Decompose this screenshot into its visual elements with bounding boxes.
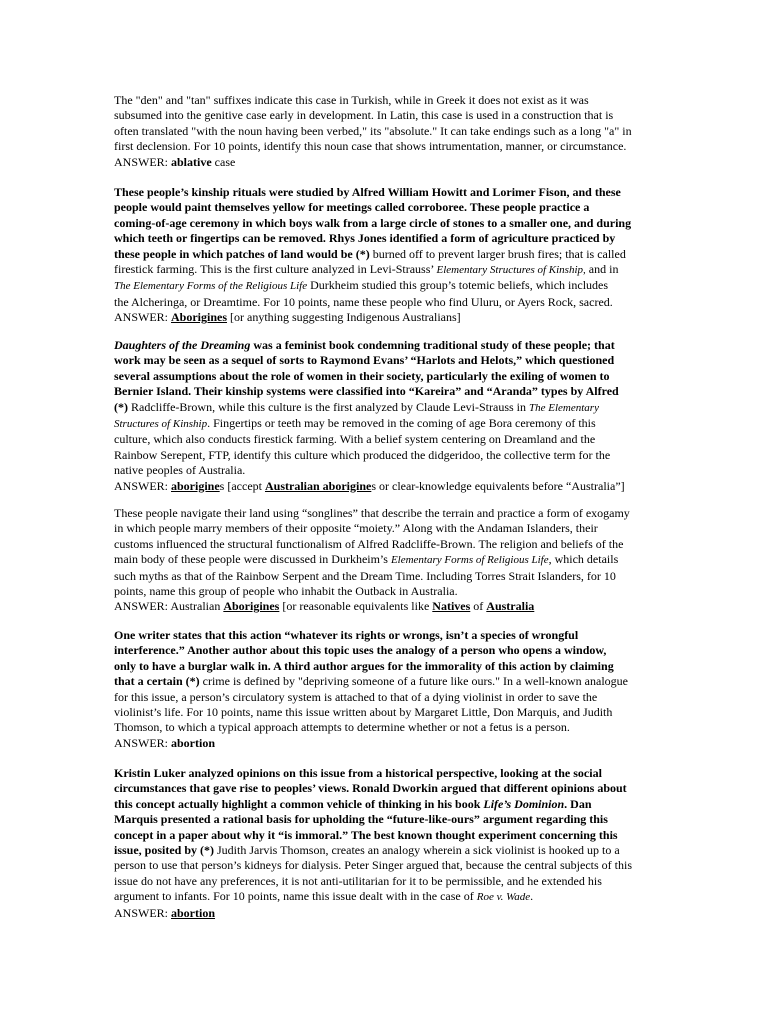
question-text-line	[114, 659, 662, 674]
question-text-line	[114, 278, 662, 294]
text-run: subsumed into the genitive case early in development. In Latin, this case is used in a construction that is	[114, 108, 614, 123]
question-songlines	[114, 506, 662, 615]
text-run: Judith Jarvis Thomson, creates an analogy wherein a sick violinist is hooked up to a	[214, 843, 620, 858]
italic-title: The Elementary Forms of the Religious Life	[114, 280, 308, 293]
text-run: customs influenced the structural functionalism of Alfred Radcliffe-Brown. The religion and beliefs of the	[114, 536, 624, 551]
question-text-line	[114, 858, 662, 873]
question-text-line	[114, 400, 662, 416]
answer-term: aborigine	[171, 478, 220, 493]
bold-text-run: several assumptions about the role of women in their society, particularly the exiling of women to	[114, 368, 610, 383]
text-run: in which people marry members of their opposite “moiety.” Along with the Andaman Islanders, their	[114, 521, 598, 536]
question-text-line	[114, 537, 662, 552]
question-ablative	[114, 93, 662, 170]
bold-text-run: was a feminist book condemning traditional study of these people; that	[250, 338, 615, 352]
answer-term: Australia	[486, 599, 535, 614]
text-run: firestick farming. This is the first culture analyzed in Levi-Strauss’	[114, 262, 437, 277]
question-text-line	[114, 124, 662, 139]
text-run: first declension. For 10 points, identify this noun case that shows intrumentation, manner, or circumstance.	[114, 139, 627, 154]
question-text-line	[114, 139, 662, 154]
text-run: ANSWER:	[114, 154, 171, 169]
italic-title: Structures of Kinship	[114, 418, 208, 431]
question-text-line	[114, 262, 662, 278]
text-run: Radcliffe-Brown, while this culture is the first analyzed by Claude Levi-Strauss in	[128, 399, 530, 414]
question-text-line	[114, 552, 662, 568]
answer-term: Australian aborigine	[264, 478, 372, 493]
question-text-line	[114, 569, 662, 584]
question-abortion-wrongful-interference	[114, 628, 662, 751]
question-text-line	[114, 781, 662, 796]
bold-text-run: One writer states that this action “whatever its rights or wrongs, isn’t a species of wrongful	[114, 628, 579, 642]
question-text-line	[114, 797, 662, 812]
question-text-line	[114, 521, 662, 536]
bold-text-run: (*)	[114, 399, 128, 414]
question-text-line	[114, 216, 662, 231]
text-run: main body of these people were discussed in Durkheim’s	[114, 552, 391, 567]
question-text-line	[114, 506, 662, 521]
bold-text-run: these people in which patches of land would be (*)	[114, 246, 370, 261]
text-run: and in	[585, 262, 619, 277]
answer-line	[114, 736, 662, 751]
bold-text-run: Marquis presented a rational basis for upholding the “future-like-ours” argument regarding this	[114, 812, 608, 827]
question-text-line	[114, 766, 662, 781]
answer-line	[114, 479, 662, 494]
question-text-line	[114, 432, 662, 447]
bold-text-run: interference.” Another author about this topic uses the analogy of a person who opens a window,	[114, 643, 607, 658]
text-run: the Alcheringa, or Dreamtime. For 10 points, name these people who find Uluru, or Ayers Rock, sacred.	[114, 294, 613, 309]
question-text-line	[114, 705, 662, 720]
question-text-line	[114, 828, 662, 843]
question-aborigines-howitt	[114, 185, 662, 326]
text-run: s [accept	[219, 478, 265, 493]
question-text-line	[114, 369, 662, 384]
bold-text-run: Life’s Dominion	[483, 796, 565, 811]
bold-text-run: work may be seen as a sequel of sorts to Raymond Evans’ “Harlots and Helots,” which questioned	[114, 353, 615, 368]
text-run: culture, which also conducts firestick farming. With a belief system centering on Dreamland and the	[114, 432, 596, 447]
text-run: burned off to prevent larger brush fires; that is called	[369, 246, 626, 261]
question-text-line	[114, 185, 662, 200]
text-run: of	[470, 599, 487, 614]
answer-line	[114, 906, 662, 921]
bold-text-run: only to have a burglar walk in. A third author argues for the immorality of this action by claiming	[114, 658, 614, 673]
text-run: Durkheim studied this group’s totemic beliefs, which includes	[307, 278, 609, 293]
question-text-line	[114, 628, 662, 643]
bold-text-run: . Dan	[564, 796, 592, 811]
text-run: Rainbow Serepent, FTP, identify this culture which produced the didgeridoo, the collective term for the	[114, 447, 611, 462]
text-run: ANSWER:	[114, 478, 171, 493]
text-run: ANSWER:	[114, 310, 171, 325]
text-run: [or anything suggesting Indigenous Australians]	[227, 310, 461, 325]
bold-text-run: abortion	[171, 735, 216, 750]
italic-title: Elementary Forms of Religious Life	[390, 554, 549, 567]
question-text-line	[114, 843, 662, 858]
answer-term: Aborigines	[171, 310, 228, 325]
text-run: ANSWER: Australian	[114, 599, 224, 614]
question-text-line	[114, 200, 662, 215]
bold-text-run: circumstances that gave rise to peoples’ views. Ronald Dworkin argued that different opinions about	[114, 781, 627, 796]
text-run: such myths as that of the Rainbow Serpent and the Dream Time. Including Torres Strait Islanders, for 10	[114, 568, 616, 583]
bold-text-run: this concept actually highlight a common vehicle of thinking in his book	[114, 796, 484, 811]
bold-text-run: which teeth or fingertips can be removed. Rhys Jones identified a form of agriculture practiced by	[114, 231, 616, 246]
text-run: [or reasonable equivalents like	[279, 599, 433, 614]
question-text-line	[114, 690, 662, 705]
text-run: for this issue, a person’s circulatory system is attached to that of a dying violinist in order to save the	[114, 689, 598, 704]
question-text-line	[114, 108, 662, 123]
answer-term: Aborigines	[223, 599, 280, 614]
question-text-line	[114, 812, 662, 827]
text-run: . Fingertips or teeth may be removed in the coming of age Bora ceremony of this	[207, 416, 596, 431]
text-run: .	[530, 889, 534, 904]
bold-text-run: that a certain (*)	[114, 674, 200, 689]
question-text-line	[114, 463, 662, 478]
question-text-line	[114, 295, 662, 310]
answer-term: Natives	[432, 599, 471, 614]
bold-text-run: These people’s kinship rituals were studied by Alfred William Howitt and Lorimer Fison, and these	[114, 185, 621, 199]
text-run: ANSWER:	[114, 905, 171, 920]
text-run: argument to infants. For 10 points, name this issue dealt with in the case of	[114, 889, 477, 904]
bold-text-run: Bernier Island. Their kinship systems were classified into “Kareira” and “Aranda” types by Alfred	[114, 384, 619, 399]
question-text-line	[114, 720, 662, 735]
question-daughters-of-the-dreaming	[114, 338, 662, 494]
question-text-line	[114, 448, 662, 463]
question-text-line	[114, 874, 662, 889]
text-run: s or clear-knowledge equivalents before “Australia”]	[371, 478, 625, 493]
bold-text-run: Daughters of the Dreaming	[114, 338, 251, 352]
italic-title: The Elementary	[529, 401, 599, 414]
text-run: points, name this group of people who inhabit the Outback in Australia.	[114, 584, 458, 599]
question-text-line	[114, 584, 662, 599]
text-run: The "den" and "tan" suffixes indicate this case in Turkish, while in Greek it does not exist as it was	[114, 93, 589, 107]
bold-text-run: coming-of-age ceremony in which boys walk from a large circle of stones to a smaller one, and during	[114, 215, 632, 230]
question-text-line	[114, 643, 662, 658]
italic-title: Elementary Structures of Kinship,	[436, 264, 586, 277]
question-abortion-luker	[114, 766, 662, 921]
question-text-line	[114, 231, 662, 246]
answer-line	[114, 155, 662, 170]
question-text-line	[114, 338, 662, 353]
answer-line	[114, 599, 662, 614]
answer-line	[114, 310, 662, 325]
answer-term: abortion	[171, 905, 216, 920]
question-text-line	[114, 384, 662, 399]
text-run: crime is defined by "depriving someone of a future like ours." In a well-known analogue	[199, 674, 628, 689]
question-text-line	[114, 93, 662, 108]
bold-text-run: issue, posited by (*)	[114, 843, 215, 858]
text-run: native peoples of Australia.	[114, 463, 246, 478]
bold-text-run: Kristin Luker analyzed opinions on this issue from a historical perspective, looking at the social	[114, 766, 602, 780]
question-text-line	[114, 247, 662, 262]
text-run: ANSWER:	[114, 735, 171, 750]
text-run: issue do not have any preferences, it is not anti-utilitarian for it to be permissible, and he extended his	[114, 873, 602, 888]
bold-text-run: people would paint themselves yellow for meetings called corroboree. These people practice a	[114, 200, 590, 215]
bold-text-run: concept in a paper about why it “is immoral.” The best known thought experiment concerning this	[114, 827, 618, 842]
text-run: violinist’s life. For 10 points, name this issue written about by Margaret Little, Don Marquis, and Judith	[114, 705, 613, 720]
text-run: person to use that person’s kidneys for dialysis. Peter Singer argued that, because the central subjects of this	[114, 858, 632, 873]
question-text-line	[114, 353, 662, 368]
question-text-line	[114, 674, 662, 689]
text-run: Thomson, to which a typical approach attempts to determine whether or not a fetus is a person.	[114, 720, 570, 735]
text-run: These people navigate their land using “songlines” that describe the terrain and practice a form of exogamy	[114, 506, 630, 520]
bold-text-run: ablative	[171, 154, 212, 169]
text-run: , which details	[548, 552, 619, 567]
question-text-line	[114, 889, 662, 905]
text-run: often translated "with the noun having been verbed," its "absolute." It can take endings such as a long "a" in	[114, 123, 632, 138]
question-text-line	[114, 416, 662, 432]
italic-title: Roe v. Wade	[476, 891, 531, 904]
text-run: case	[211, 154, 236, 169]
